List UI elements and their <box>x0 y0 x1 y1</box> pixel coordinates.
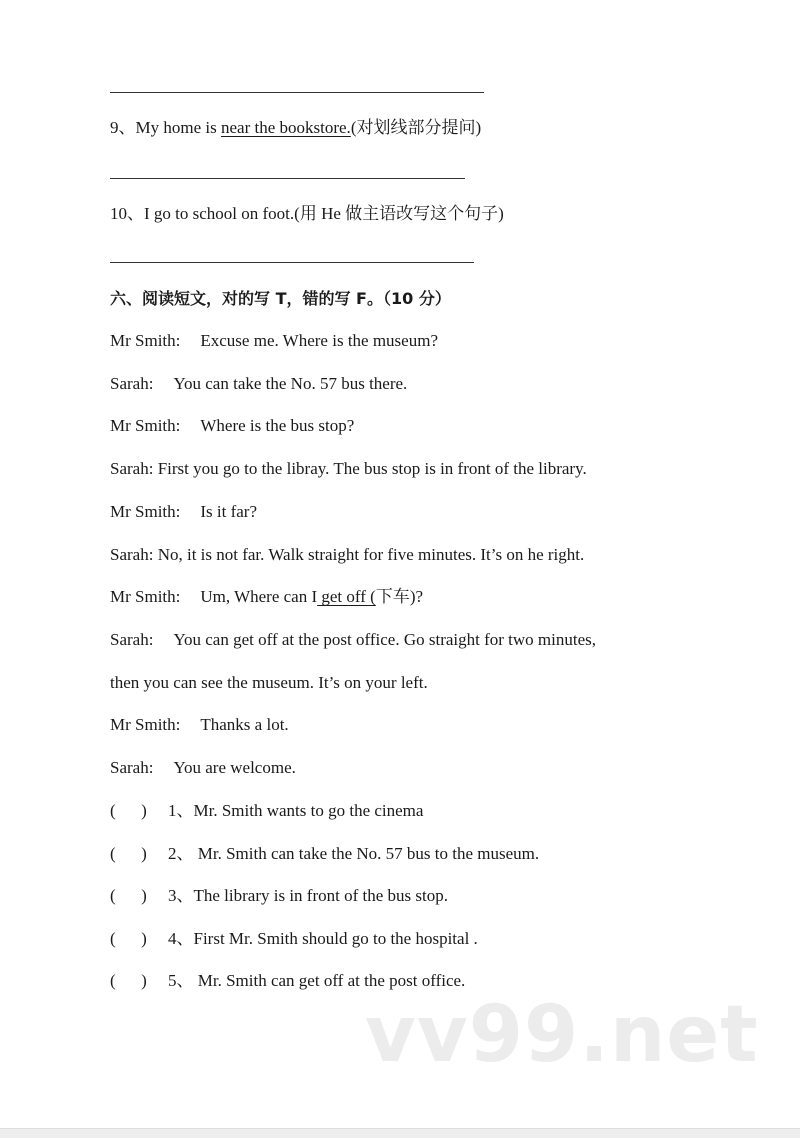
question-text: I go to school on foot. <box>144 204 295 223</box>
speaker: Sarah: <box>110 758 154 777</box>
true-false-item <box>110 885 448 907</box>
answer-blank[interactable]: ( ) <box>110 886 147 906</box>
dialogue-line <box>110 629 596 651</box>
statement-text: 1、Mr. Smith wants to go the cinema <box>168 801 424 820</box>
question-number: 9、 <box>110 118 136 137</box>
dialogue-text: First you go to the libray. The bus stop is in front of the library. <box>157 459 587 479</box>
speaker: Mr Smith: <box>110 416 181 436</box>
question-10 <box>110 203 504 225</box>
answer-blank[interactable]: ( ) <box>110 928 147 948</box>
speaker: Mr Smith: <box>110 501 181 521</box>
question-note: (用 He 做主语改写这个句子) <box>294 204 504 223</box>
question-text: My home is <box>135 118 221 137</box>
question-9 <box>110 117 481 139</box>
dialogue-line <box>110 757 296 779</box>
underlined-text: get off ( <box>317 587 376 607</box>
speaker: Mr Smith: <box>110 331 181 350</box>
dialogue-text: You can get off at the post office. Go straight for two minutes, <box>173 629 597 649</box>
speaker: Sarah: <box>110 629 154 649</box>
dialogue-line <box>110 415 354 437</box>
speaker: Mr Smith: <box>110 715 181 735</box>
dialogue-text: then you can see the museum. It’s on your left. <box>110 672 428 692</box>
answer-line-10[interactable] <box>110 262 474 263</box>
dialogue-line <box>110 458 587 480</box>
answer-line-8[interactable] <box>110 92 484 93</box>
dialogue-line <box>110 586 423 608</box>
dialogue-text: You can take the No. 57 bus there. <box>173 373 408 393</box>
dialogue-line <box>110 330 438 352</box>
question-number: 10、 <box>110 204 144 223</box>
statement-text: 3、The library is in front of the bus stop. <box>168 886 448 906</box>
dialogue-text: )? <box>409 587 424 607</box>
dialogue-line <box>110 373 407 395</box>
answer-blank[interactable]: ( ) <box>110 801 147 820</box>
speaker: Sarah: <box>110 373 154 393</box>
dialogue-text: You are welcome. <box>173 758 296 777</box>
true-false-item <box>110 843 539 865</box>
dialogue-text: Is it far? <box>200 501 258 521</box>
dialogue-text: Excuse me. Where is the museum? <box>200 331 438 350</box>
dialogue-text: Um, Where can I <box>200 587 318 607</box>
statement-text: 2、 Mr. Smith can take the No. 57 bus to the museum. <box>168 843 540 863</box>
dialogue-line <box>110 672 428 694</box>
speaker: Sarah: <box>110 459 154 479</box>
dialogue-text: Where is the bus stop? <box>200 416 355 436</box>
underlined-text: near the bookstore. <box>220 118 351 137</box>
speaker: Mr Smith: <box>110 587 181 607</box>
translation-note: 下车 <box>375 587 410 607</box>
dialogue-text: No, it is not far. Walk straight for five minutes. It’s on he right. <box>157 544 585 564</box>
statement-text: 4、First Mr. Smith should go to the hospital . <box>168 928 478 948</box>
dialogue-text: Thanks a lot. <box>200 715 289 735</box>
section-heading: 六、阅读短文，对的写 T，错的写 F。（10 分） <box>110 289 451 308</box>
true-false-item <box>110 928 478 950</box>
statement-text: 5、 Mr. Smith can get off at the post office. <box>168 971 466 991</box>
answer-blank[interactable]: ( ) <box>110 843 147 863</box>
speaker: Sarah: <box>110 544 154 564</box>
watermark: vv99.net <box>365 990 759 1080</box>
dialogue-line <box>110 544 584 566</box>
dialogue-line <box>110 714 289 736</box>
answer-blank[interactable]: ( ) <box>110 971 147 991</box>
question-note: (对划线部分提问) <box>350 118 482 137</box>
true-false-item <box>110 800 423 822</box>
dialogue-line <box>110 501 257 523</box>
answer-line-9[interactable] <box>110 178 465 179</box>
